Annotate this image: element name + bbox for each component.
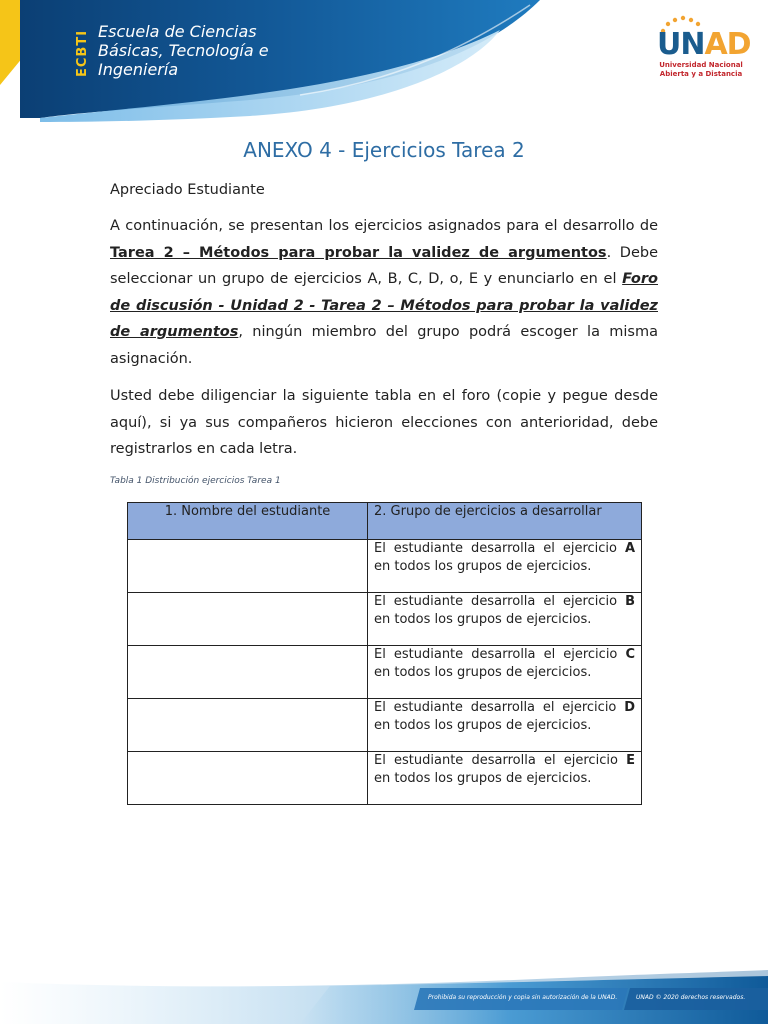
- intro-text: A continuación, se presentan los ejercicios asignados para el desarrollo de: [110, 218, 658, 234]
- student-name-cell[interactable]: [128, 646, 368, 699]
- logo-letters-main: UN: [657, 27, 705, 62]
- table-header-row: [128, 503, 642, 540]
- exercise-cell: [368, 593, 642, 646]
- intro-text: . Debe seleccionar un grupo de ejercicios A, B, C, D, o, E y enunciarlo en el: [110, 244, 659, 287]
- instructions-paragraph: Usted debe diligenciar la siguiente tabla en el foro (copie y pegue desde aquí), si ya sus compañeros hicieron elecciones con anterioridad, debe registrarlos en cada letra.: [110, 388, 658, 457]
- school-name: [98, 22, 298, 79]
- exercise-letter: E: [626, 753, 635, 768]
- unad-logo: [655, 15, 751, 81]
- logo-wordmark: [657, 27, 751, 62]
- table-row: [128, 752, 642, 805]
- page-header: [0, 0, 768, 125]
- exercise-text: El estudiante desarrolla el ejercicio: [374, 753, 627, 768]
- exercise-cell: [368, 540, 642, 593]
- exercise-letter: A: [624, 541, 635, 556]
- exercise-text: en todos los grupos de ejercicios.: [374, 558, 592, 574]
- exercise-text: El estudiante desarrolla el ejercicio: [374, 647, 626, 662]
- table-row: [128, 646, 642, 699]
- ecbti-tag: ECBTI: [75, 29, 90, 77]
- logo-caption-line: Abierta y a Distancia: [659, 70, 743, 78]
- intro-paragraph: [110, 213, 658, 372]
- exercise-cell: [368, 752, 642, 805]
- exercise-text: El estudiante desarrolla el ejercicio: [374, 541, 625, 556]
- exercise-cell: [368, 646, 642, 699]
- table-row: [128, 540, 642, 593]
- table-caption: Tabla 1 Distribución ejercicios Tarea 1: [110, 476, 281, 486]
- exercise-text: El estudiante desarrolla el ejercicio: [374, 594, 626, 609]
- exercise-cell: [368, 699, 642, 752]
- footer-copyright-notice: Prohibida su reproducción y copia sin autorización de la UNAD.: [428, 994, 618, 1001]
- exercise-text: en todos los grupos de ejercicios.: [374, 717, 592, 733]
- task-link[interactable]: Tarea 2 – Métodos para probar la validez de argumentos: [110, 244, 607, 261]
- school-name-line: Escuela de Ciencias: [98, 22, 257, 41]
- student-name-cell[interactable]: [128, 540, 368, 593]
- column-header-group: 2. Grupo de ejercicios a desarrollar: [368, 503, 642, 540]
- table-row: [128, 699, 642, 752]
- column-header-student: 1. Nombre del estudiante: [128, 503, 368, 540]
- footer-banner-graphic: [0, 960, 768, 1024]
- logo-letters-accent: AD: [704, 27, 751, 62]
- forum-link[interactable]: Foro de discusión - Unidad 2 - Tarea 2 – Métodos para probar la validez de argumentos: [110, 271, 658, 340]
- student-name-cell[interactable]: [128, 752, 368, 805]
- student-name-cell[interactable]: [128, 593, 368, 646]
- exercise-text: en todos los grupos de ejercicios.: [374, 611, 592, 627]
- footer-rights: UNAD © 2020 derechos reservados.: [636, 994, 746, 1001]
- intro-text: , ningún miembro del grupo podrá escoger la misma asignación.: [110, 324, 658, 367]
- exercise-text: El estudiante desarrolla el ejercicio: [374, 700, 625, 715]
- logo-caption-line: Universidad Nacional: [659, 61, 743, 69]
- exercise-letter: B: [625, 594, 635, 609]
- page-footer: [0, 960, 768, 1024]
- school-name-line: Básicas, Tecnología e: [98, 41, 269, 60]
- student-name-cell[interactable]: [128, 699, 368, 752]
- greeting: Apreciado Estudiante: [110, 182, 265, 198]
- exercise-letter: C: [625, 647, 635, 662]
- distribution-table: [127, 502, 642, 805]
- exercise-letter: D: [624, 700, 635, 715]
- table-row: [128, 593, 642, 646]
- exercise-text: en todos los grupos de ejercicios.: [374, 664, 592, 680]
- school-name-line: Ingeniería: [98, 60, 179, 79]
- exercise-text: en todos los grupos de ejercicios.: [374, 770, 592, 786]
- document-title: ANEXO 4 - Ejercicios Tarea 2: [243, 138, 525, 162]
